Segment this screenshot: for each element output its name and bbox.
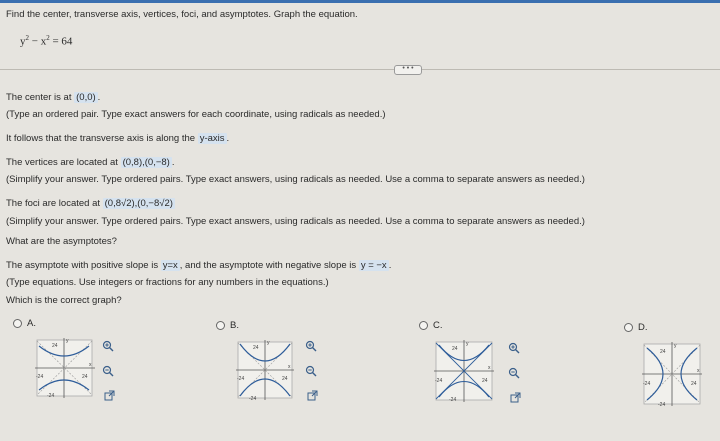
graph-d-left-tick: -24 — [643, 381, 651, 387]
graph-option-a[interactable] — [34, 336, 96, 400]
zoom-in-icon[interactable] — [305, 340, 317, 352]
graph-d-bottom-tick: -24 — [658, 402, 666, 408]
vertices-end: . — [171, 157, 175, 168]
popout-icon[interactable] — [104, 390, 115, 401]
graph-d-right-tick: 24 — [691, 381, 697, 387]
zoom-out-icon[interactable] — [102, 365, 114, 377]
popout-icon[interactable] — [510, 392, 521, 403]
center-hint: (Type an ordered pair. Type exact answers for each coordinate, using radicals as needed.) — [6, 109, 386, 120]
graph-c-left-tick: -24 — [435, 378, 443, 384]
graph-c-top-tick: 24 — [452, 346, 458, 352]
option-c-radio[interactable] — [419, 321, 428, 330]
popout-icon[interactable] — [307, 390, 318, 401]
foci-label: The foci are located at — [6, 198, 100, 209]
graph-b-left-tick: -24 — [237, 376, 245, 382]
graph-question: Which is the correct graph? — [6, 295, 122, 306]
graph-d-x-label: x — [697, 368, 700, 374]
foci-answer[interactable]: (0,8√2),(0,−8√2) — [104, 198, 173, 209]
zoom-out-icon[interactable] — [508, 367, 520, 379]
graph-c-y-label: y — [466, 341, 469, 347]
more-options-button[interactable]: • • • — [394, 65, 422, 75]
axis-answer[interactable]: y-axis — [199, 133, 225, 144]
equation-x-exponent: 2 — [46, 34, 50, 42]
center-label: The center is at — [6, 92, 72, 103]
asymptotes-question: What are the asymptotes? — [6, 236, 117, 247]
center-line — [6, 92, 100, 103]
graph-a-bottom-tick: -24 — [47, 393, 55, 399]
center-end: . — [97, 92, 101, 103]
axis-label: It follows that the transverse axis is along the — [6, 133, 196, 144]
option-c-label[interactable]: C. — [433, 320, 443, 331]
option-d-radio[interactable] — [624, 323, 633, 332]
asymptote-negative-answer[interactable]: y = −x — [360, 260, 387, 271]
graph-a-right-tick: 24 — [82, 374, 88, 380]
zoom-in-icon[interactable] — [508, 342, 520, 354]
foci-line — [6, 198, 175, 209]
equation-y-exponent: 2 — [25, 34, 29, 42]
question-prompt: Find the center, transverse axis, vertices, foci, and asymptotes. Graph the equation. — [6, 9, 358, 20]
graph-c-bottom-tick: -24 — [449, 397, 457, 403]
graph-option-c[interactable] — [433, 338, 495, 404]
divider — [0, 69, 720, 70]
axis-end: . — [226, 133, 230, 144]
vertices-label: The vertices are located at — [6, 157, 118, 168]
axis-line — [6, 133, 229, 144]
center-answer[interactable]: (0,0) — [76, 92, 96, 103]
vertices-line — [6, 157, 175, 168]
option-a-radio[interactable] — [13, 319, 22, 328]
graph-a-left-tick: -24 — [36, 374, 44, 380]
graph-c-right-tick: 24 — [482, 378, 488, 384]
equation-rest: = 64 — [49, 35, 73, 48]
graph-b-y-label: y — [267, 340, 270, 346]
asymptotes-line — [6, 260, 391, 271]
graph-a-top-tick: 24 — [52, 343, 58, 349]
graph-d-y-label: y — [674, 343, 677, 349]
graph-d-top-tick: 24 — [660, 349, 666, 355]
graph-c-x-label: x — [488, 365, 491, 371]
option-b-label[interactable]: B. — [230, 320, 239, 331]
graph-a-y-label: y — [66, 338, 69, 344]
graph-b-top-tick: 24 — [253, 345, 259, 351]
top-accent-bar — [0, 0, 720, 3]
vertices-answer[interactable]: (0,8),(0,−8) — [122, 157, 170, 168]
equation-y: y — [20, 35, 26, 48]
graph-option-b[interactable] — [235, 338, 295, 402]
option-b-radio[interactable] — [216, 321, 225, 330]
graph-b-x-label: x — [288, 364, 291, 370]
graph-b-right-tick: 24 — [282, 376, 288, 382]
graph-option-d[interactable] — [641, 340, 703, 408]
asymptote-positive-answer[interactable]: y=x — [162, 260, 178, 271]
graph-a-x-label: x — [89, 362, 92, 368]
graph-b-bottom-tick: -24 — [249, 396, 257, 402]
asymptote-negative-label: , and the asymptote with negative slope is — [179, 260, 357, 271]
foci-hint: (Simplify your answer. Type ordered pairs. Type exact answers, using radicals as needed. Use a comma to separate answers as needed.) — [6, 216, 585, 227]
zoom-in-icon[interactable] — [102, 340, 114, 352]
vertices-hint: (Simplify your answer. Type ordered pairs. Type exact answers, using radicals as needed. Use a comma to separate answers as needed.) — [6, 174, 585, 185]
asymptotes-end: . — [388, 260, 392, 271]
equation — [20, 34, 72, 48]
asymptotes-hint: (Type equations. Use integers or fractions for any numbers in the equations.) — [6, 277, 329, 288]
equation-minus-x: − x — [29, 35, 47, 48]
asymptote-positive-label: The asymptote with positive slope is — [6, 260, 159, 271]
zoom-out-icon[interactable] — [305, 365, 317, 377]
option-a-label[interactable]: A. — [27, 318, 36, 329]
option-d-label[interactable]: D. — [638, 322, 648, 333]
